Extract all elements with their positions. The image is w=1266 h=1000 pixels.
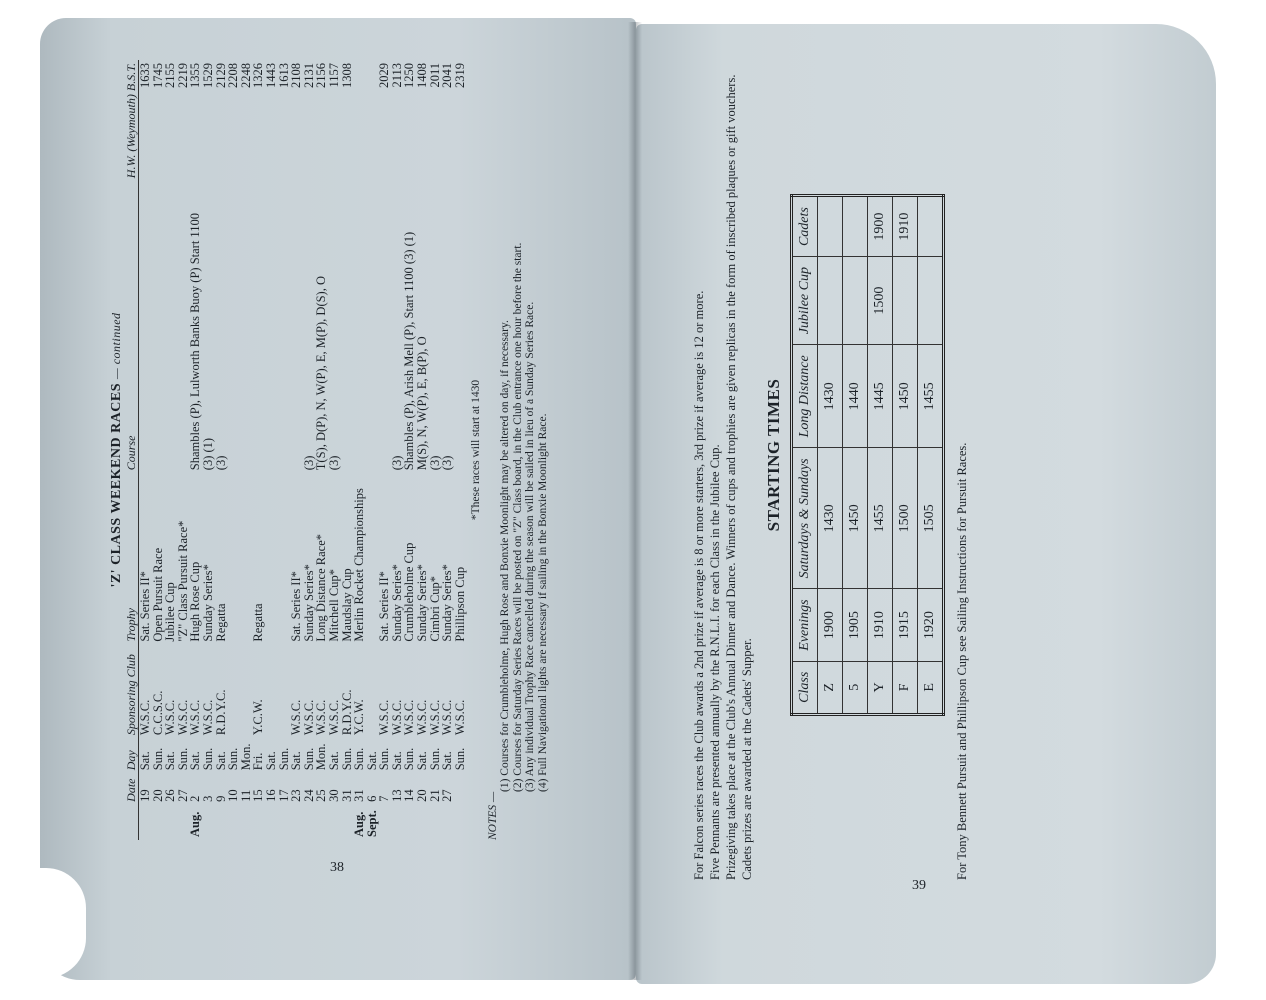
race-cell-hw: 1745 (150, 63, 165, 88)
time-cell: 1440 (843, 345, 868, 448)
starting-times-header-row (792, 196, 818, 715)
race-cell-trophy: Sunday Series* (301, 564, 316, 642)
race-cell-hw: 2129 (213, 63, 228, 88)
race-cell-course: Shambles (P), Arish Mell (P), Start 1100 (3) (1) (402, 231, 417, 471)
race-cell-date (454, 773, 467, 805)
race-cell-month (303, 805, 316, 840)
race-cell-date: 27 (175, 789, 190, 802)
class-cell: 5 (843, 661, 868, 714)
time-cell: 1430 (818, 448, 843, 589)
time-cell: 1450 (893, 345, 918, 448)
race-cell-month (290, 805, 303, 840)
race-cell-trophy: Sunday Series* (440, 564, 455, 642)
race-cell-date: 19 (138, 789, 152, 802)
race-row (252, 60, 265, 840)
race-cell-month (441, 805, 454, 840)
race-cell-course (152, 190, 165, 473)
race-cell-day: Sun. (452, 747, 467, 771)
race-cell-trophy: Phillipson Cup (452, 566, 467, 642)
race-row (139, 60, 152, 840)
race-cell-trophy: Long Distance Race* (314, 533, 329, 642)
time-cell: 1500 (893, 448, 918, 589)
races-title-text: 'Z' CLASS WEEKEND RACES (109, 382, 124, 588)
race-cell-date: 30 (326, 789, 341, 802)
starting-times-row (918, 196, 944, 715)
race-cell-hw: 2011 (427, 63, 442, 88)
race-cell-hw: 1408 (415, 63, 430, 88)
race-cell-day: Sun. (226, 747, 241, 771)
race-cell-club: W.S.C. (452, 699, 467, 736)
race-cell-date: 9 (213, 795, 228, 802)
header-class: Class (792, 661, 818, 714)
race-cell-date: 15 (251, 789, 266, 802)
race-cell-day: Fri. (251, 752, 266, 771)
race-cell-hw (353, 60, 366, 190)
header-evenings: Evenings (792, 589, 818, 661)
header-cadets: Cadets (792, 196, 818, 257)
race-cell-day: Sun. (377, 747, 392, 771)
race-row (378, 60, 391, 840)
race-cell-trophy: Crumbleholme Cup (402, 542, 417, 642)
race-cell-month (454, 805, 467, 840)
header-month (124, 805, 139, 840)
race-cell-date: 17 (276, 789, 291, 802)
race-cell-course (290, 190, 303, 473)
race-cell-club: W.S.C. (440, 699, 455, 736)
race-cell-club: W.S.C. (402, 699, 417, 736)
race-cell-club: Y.C.W. (352, 699, 367, 736)
time-cell (818, 196, 843, 257)
race-cell-club: W.S.C. (301, 699, 316, 736)
race-cell-date: 27 (440, 789, 455, 802)
race-cell-date: 31 (352, 789, 367, 802)
race-row (454, 60, 467, 840)
time-cell: 1920 (918, 589, 944, 661)
time-cell (818, 257, 843, 345)
race-cell-trophy: Sat. Series II* (377, 571, 392, 642)
race-cell-date: 20 (150, 789, 165, 802)
race-cell-day: Sun. (427, 747, 442, 771)
page-number-left: 38 (330, 860, 344, 875)
time-cell (843, 257, 868, 345)
race-cell-date: 7 (377, 795, 392, 802)
race-cell-hw: 1157 (326, 63, 341, 88)
notes-block (487, 60, 550, 840)
header-course: Course (124, 190, 139, 473)
starting-times-row (843, 196, 868, 715)
race-row (227, 60, 240, 840)
race-cell-trophy: Regatta (213, 603, 228, 642)
race-cell-course (240, 190, 253, 473)
starting-times-row (893, 196, 918, 715)
race-cell-hw: 2208 (226, 63, 241, 88)
race-cell-trophy: Sunday Series* (415, 564, 430, 642)
race-cell-hw: 2108 (289, 63, 304, 88)
race-cell-month (429, 805, 442, 840)
race-cell-date: 13 (389, 789, 404, 802)
race-cell-club: W.S.C. (289, 699, 304, 736)
header-club: Sponsoring Club (124, 645, 139, 739)
time-cell: 1430 (818, 345, 843, 448)
race-cell-month (278, 805, 291, 840)
race-cell-day: Mon. (314, 743, 329, 771)
race-cell-course (278, 190, 291, 473)
race-cell-date: 16 (263, 789, 278, 802)
race-cell-club: W.S.C. (200, 699, 215, 736)
race-cell-month (215, 805, 228, 840)
time-cell: 1455 (868, 448, 893, 589)
left-page-content (110, 60, 580, 840)
race-cell-day: Sat. (138, 751, 152, 771)
note-item: (1) Courses for Crumbleholme, Hugh Rose and Bonxie Moonlight may be altered on day, if necessary. (499, 320, 512, 792)
race-cell-date: 20 (415, 789, 430, 802)
race-cell-day: Mon. (238, 743, 253, 771)
races-header-row (124, 60, 139, 840)
race-cell-course: (3) (213, 455, 228, 471)
race-cell-trophy: Cimbri Cup* (427, 575, 442, 642)
note-item: (2) Courses for Saturday Series Races will be posted on "Z" Class board, in the Club entrance one hour before the start. (511, 242, 524, 792)
race-cell-course: (3) (1) (200, 437, 215, 471)
star-note: *These races will start at 1430 (470, 379, 483, 521)
race-cell-trophy (227, 473, 240, 644)
race-cell-course: Shambles (P), Lulworth Banks Buoy (P) Start 1100 (188, 213, 203, 471)
note-item: (4) Full Navigational lights are necessary if sailing in the Bonxie Moonlight Race. (536, 413, 549, 792)
race-cell-day: Sat. (415, 751, 430, 771)
races-body (139, 60, 467, 840)
race-cell-month (164, 805, 177, 840)
race-cell-day: Sat. (188, 751, 203, 771)
race-cell-hw: 2041 (440, 63, 455, 88)
race-cell-course (353, 190, 366, 473)
race-cell-month (328, 805, 341, 840)
race-cell-club: W.S.C. (314, 699, 329, 736)
race-cell-day: Sat. (364, 751, 379, 771)
race-cell-club (265, 645, 278, 739)
race-cell-month (391, 805, 404, 840)
race-cell-month: Aug. (188, 811, 203, 837)
race-cell-hw: 1633 (138, 63, 152, 88)
time-cell: 1905 (843, 589, 868, 661)
race-row (164, 60, 177, 840)
race-cell-date: 3 (200, 795, 215, 802)
race-cell-course (164, 190, 177, 473)
race-cell-day: Sun. (276, 747, 291, 771)
race-row (202, 60, 215, 840)
race-cell-course: (3) (427, 455, 442, 471)
prizegiving-text: Prizegiving takes place at the Club's Annual Dinner and Dance. Winners of cups and trophies are given replicas in the form of inscribed plaques or gift vouchers. (724, 74, 738, 880)
race-cell-month (252, 805, 265, 840)
race-cell-month (152, 805, 165, 840)
time-cell (918, 257, 944, 345)
race-cell-month (416, 805, 429, 840)
time-cell: 1900 (868, 196, 893, 257)
time-cell: 1505 (918, 448, 944, 589)
race-cell-month: Sept. (364, 810, 379, 837)
race-cell-club: R.D.Y.C. (339, 689, 354, 736)
time-cell: 1455 (918, 345, 944, 448)
race-cell-trophy: Open Pursuit Race (150, 547, 165, 642)
race-cell-date: 25 (314, 789, 329, 802)
race-cell-course (366, 190, 379, 473)
race-cell-course (378, 190, 391, 473)
right-page-content (690, 30, 1110, 880)
race-cell-trophy: Jubilee Cup (163, 582, 178, 642)
race-cell-day: Sun. (150, 747, 165, 771)
race-cell-month (265, 805, 278, 840)
race-cell-hw: 2219 (175, 63, 190, 88)
race-row (353, 60, 366, 840)
race-cell-day: Sat. (213, 751, 228, 771)
class-cell: F (893, 661, 918, 714)
race-row (265, 60, 278, 840)
race-cell-date: 2 (188, 795, 203, 802)
race-row (215, 60, 228, 840)
race-cell-day: Sun. (352, 747, 367, 771)
race-cell-hw: 2029 (377, 63, 392, 88)
race-cell-trophy: Hugh Rose Cup (188, 561, 203, 642)
class-cell: Y (868, 661, 893, 714)
race-cell-hw: 2155 (163, 63, 178, 88)
time-cell: 1910 (868, 589, 893, 661)
time-cell: 1450 (843, 448, 868, 589)
starting-times-table (790, 194, 945, 716)
race-cell-hw: 2319 (452, 63, 467, 88)
race-row (416, 60, 429, 840)
race-cell-club: R.D.Y.C. (213, 689, 228, 736)
races-table (124, 60, 466, 840)
race-cell-course: T(S), D(P), N, W(P), E, M(P), D(S), O (314, 276, 329, 471)
race-cell-club: W.S.C. (415, 699, 430, 736)
race-cell-hw: 2156 (314, 63, 329, 88)
race-cell-club: Y.C.W. (251, 699, 266, 736)
race-cell-trophy: Maudslay Cup (339, 568, 354, 642)
race-cell-hw: 2113 (389, 63, 404, 88)
race-cell-day: Sat. (163, 751, 178, 771)
race-cell-day: Sun. (339, 747, 354, 771)
race-cell-club: C.C.S.C. (150, 690, 165, 736)
header-trophy: Trophy (124, 473, 139, 644)
race-cell-trophy: Sunday Series* (200, 564, 215, 642)
race-cell-date: 24 (301, 789, 316, 802)
time-cell: 1900 (818, 589, 843, 661)
time-cell (843, 196, 868, 257)
race-row (328, 60, 341, 840)
race-cell-club: W.S.C. (326, 699, 341, 736)
race-cell-club: W.S.C. (377, 699, 392, 736)
starting-times-row (868, 196, 893, 715)
time-cell: 1445 (868, 345, 893, 448)
race-cell-club: W.S.C. (188, 699, 203, 736)
race-cell-date: 10 (226, 789, 241, 802)
race-cell-date: 26 (163, 789, 178, 802)
starting-times-title: STARTING TIMES (764, 378, 783, 532)
race-cell-trophy: Regatta (251, 603, 266, 642)
race-cell-month (315, 805, 328, 840)
header-weekends: Saturdays & Sundays (792, 448, 818, 589)
class-cell: E (918, 661, 944, 714)
race-cell-date: 6 (364, 795, 379, 802)
race-cell-month: Aug. (352, 811, 367, 837)
time-cell (918, 196, 944, 257)
time-cell: 1500 (868, 257, 893, 345)
race-cell-course (341, 190, 354, 473)
race-cell-date: 14 (402, 789, 417, 802)
race-cell-date: 31 (339, 789, 354, 802)
class-cell: Z (818, 661, 843, 714)
race-cell-club: W.S.C. (163, 699, 178, 736)
race-cell-hw: 1613 (276, 63, 291, 88)
race-cell-course (227, 190, 240, 473)
race-cell-hw: 1529 (200, 63, 215, 88)
header-jubilee-cup: Jubilee Cup (792, 257, 818, 345)
race-cell-course: (3) (301, 455, 316, 471)
race-cell-club: W.S.C. (138, 699, 152, 736)
race-cell-day: Sun. (301, 747, 316, 771)
race-cell-month (403, 805, 416, 840)
time-cell: 1910 (893, 196, 918, 257)
race-cell-course: (3) (440, 455, 455, 471)
starting-times-body (818, 196, 944, 715)
race-cell-day: Sun. (200, 747, 215, 771)
race-cell-course (139, 190, 152, 473)
race-cell-hw: 1355 (188, 63, 203, 88)
race-cell-course: M(S), N, W(P), E, B(P), O (415, 336, 430, 471)
race-cell-trophy: Mitchell Cup* (326, 569, 341, 642)
race-cell-date: 11 (238, 789, 253, 802)
races-title-suffix: — continued (109, 312, 123, 379)
race-cell-club: W.S.C. (427, 699, 442, 736)
race-cell-club (227, 645, 240, 739)
race-cell-hw: 2248 (238, 63, 253, 88)
pursuit-note: For Tony Bennett Pursuit and Phillipson Cup see Sailing Instructions for Pursuit Races. (955, 442, 969, 880)
race-cell-trophy: Merlin Rocket Championships (352, 488, 367, 642)
race-cell-day: Sat. (326, 751, 341, 771)
race-cell-hw: 1326 (251, 63, 266, 88)
races-title (110, 60, 124, 840)
notes-label: NOTES — (486, 791, 499, 840)
race-cell-trophy: Sat. Series II* (289, 571, 304, 642)
book-gutter (628, 22, 642, 980)
race-cell-course (265, 190, 278, 473)
race-cell-day: Sat. (389, 751, 404, 771)
header-day: Day (124, 738, 139, 773)
race-cell-date: 21 (427, 789, 442, 802)
race-cell-month (378, 805, 391, 840)
falcon-prize-text: For Falcon series races the Club awards a 2nd prize if average is 8 or more starters, 3rd prize if average is 12 or more. (692, 290, 706, 880)
cadets-text: Cadets prizes are awarded at the Cadets' Supper. (740, 638, 754, 880)
race-cell-club: W.S.C. (389, 699, 404, 736)
race-cell-month (227, 805, 240, 840)
time-cell (893, 257, 918, 345)
race-cell-day: Sat. (289, 751, 304, 771)
starting-times-row (818, 196, 843, 715)
race-cell-course (252, 190, 265, 473)
race-cell-hw: 1250 (402, 63, 417, 88)
race-cell-course: (3) (389, 455, 404, 471)
race-cell-month (202, 805, 215, 840)
race-cell-month (139, 805, 152, 840)
page-number-right: 39 (912, 878, 926, 893)
race-cell-club: W.S.C. (175, 699, 190, 736)
pennants-text: Five Pennants are presented annually by the R.N.L.I. for each Class in the Jubilee Cup. (708, 444, 722, 880)
race-row (441, 60, 454, 840)
race-row (290, 60, 303, 840)
race-cell-hw: 2131 (301, 63, 316, 88)
race-cell-day: Sun. (175, 747, 190, 771)
note-item: (3) Any individual Trophy Race cancelled during the season will be sailed in lieu of a Sunday Series Race. (524, 301, 537, 792)
race-cell-day: Sat. (440, 751, 455, 771)
race-cell-trophy: "Z" Class Pursuit Race* (175, 520, 190, 642)
header-hw: H.W. (Weymouth) B.S.T. (124, 60, 139, 190)
race-cell-course: (3) (326, 455, 341, 471)
race-cell-hw: 1308 (339, 63, 354, 88)
header-long-distance: Long Distance (792, 345, 818, 448)
race-cell-day: Sat. (263, 751, 278, 771)
header-date: Date (124, 773, 139, 805)
race-cell-course (454, 190, 467, 473)
time-cell: 1915 (893, 589, 918, 661)
race-cell-trophy: Sat. Series II* (138, 571, 152, 642)
race-cell-hw: 1443 (263, 63, 278, 88)
race-cell-month (240, 805, 253, 840)
race-cell-day: Sun. (402, 747, 417, 771)
race-cell-trophy: Sunday Series* (389, 564, 404, 642)
race-cell-trophy (265, 473, 278, 644)
race-cell-date: 23 (289, 789, 304, 802)
